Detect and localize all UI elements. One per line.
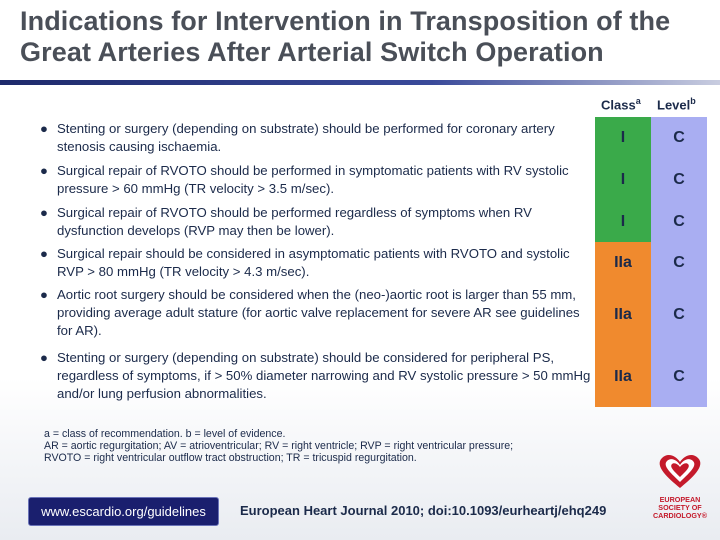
bullet-icon: ● (40, 163, 48, 178)
class-header (601, 96, 641, 112)
logo-line: SOCIETY OF (658, 503, 702, 512)
guidelines-link[interactable]: www.escardio.org/guidelines (28, 497, 219, 526)
class-cell: IIa (595, 284, 651, 346)
recommendation-text: Aortic root surgery should be considered when the (neo-)aortic root is larger than 55 mm, providing average adult stature (for aortic valve replacement for severe AR see guidelines for AR). (57, 287, 580, 338)
recommendation-text: Stenting or surgery (depending on substrate) should be considered for peripheral PS, regardless of symptoms, if > 50% diameter narrowing and RV systolic pressure > 50 mmHg and/or lung perfusion abnormalities. (57, 350, 591, 401)
logo-line: CARDIOLOGY® (652, 511, 707, 520)
legend-line: RVOTO = right ventricular outflow tract obstruction; TR = tricuspid regurgitation. (44, 452, 417, 465)
abbreviation-legend (44, 428, 604, 465)
bullet-icon: ● (40, 287, 48, 302)
bullet-icon: ● (40, 246, 48, 261)
bullet-icon: ● (40, 205, 48, 220)
level-cell: C (651, 201, 707, 242)
logo-line: EUROPEAN (659, 495, 701, 504)
level-cell: C (651, 284, 707, 346)
bullet-icon: ● (40, 350, 48, 365)
bullet-icon: ● (40, 121, 48, 136)
esc-logo-text (640, 496, 720, 520)
journal-citation: European Heart Journal 2010; doi:10.1093/eurheartj/ehq249 (240, 503, 607, 518)
level-header-sup: b (690, 96, 696, 106)
recommendation-text: Surgical repair of RVOTO should be performed regardless of symptoms when RV dysfunction develops (RVP may then be lower). (57, 205, 532, 238)
level-header (657, 96, 696, 112)
level-cell: C (651, 117, 707, 159)
class-header-sup: a (635, 96, 641, 106)
class-header-label: Class (601, 97, 636, 113)
class-cell: I (595, 117, 651, 159)
legend-line: AR = aortic regurgitation; AV = atrioventricular; RV = right ventricle; RVP = right ventricular pressure; (44, 440, 514, 453)
class-cell: IIa (595, 242, 651, 284)
level-cell: C (651, 159, 707, 201)
legend-line: a = class of recommendation. b = level of evidence. (44, 428, 286, 440)
recommendation-text: Surgical repair of RVOTO should be performed in symptomatic patients with RV systolic pressure > 60 mmHg (TR velocity > 3.5 m/sec). (57, 163, 569, 196)
level-header-label: Level (657, 97, 691, 113)
title-divider (0, 80, 720, 85)
esc-heart-logo-icon (640, 452, 720, 532)
slide-title: Indications for Intervention in Transposition of the Great Arteries After Arterial Switch Operation (20, 6, 671, 67)
class-cell: I (595, 159, 651, 201)
class-cell: I (595, 201, 651, 242)
recommendation-text: Surgical repair should be considered in asymptomatic patients with RVOTO and systolic RVP > 80 mmHg (TR velocity > 4.3 m/sec). (57, 246, 570, 279)
class-cell: IIa (595, 346, 651, 407)
recommendation-text: Stenting or surgery (depending on substrate) should be performed for coronary artery stenosis causing ischaemia. (57, 121, 555, 154)
level-cell: C (651, 346, 707, 407)
level-cell: C (651, 242, 707, 284)
